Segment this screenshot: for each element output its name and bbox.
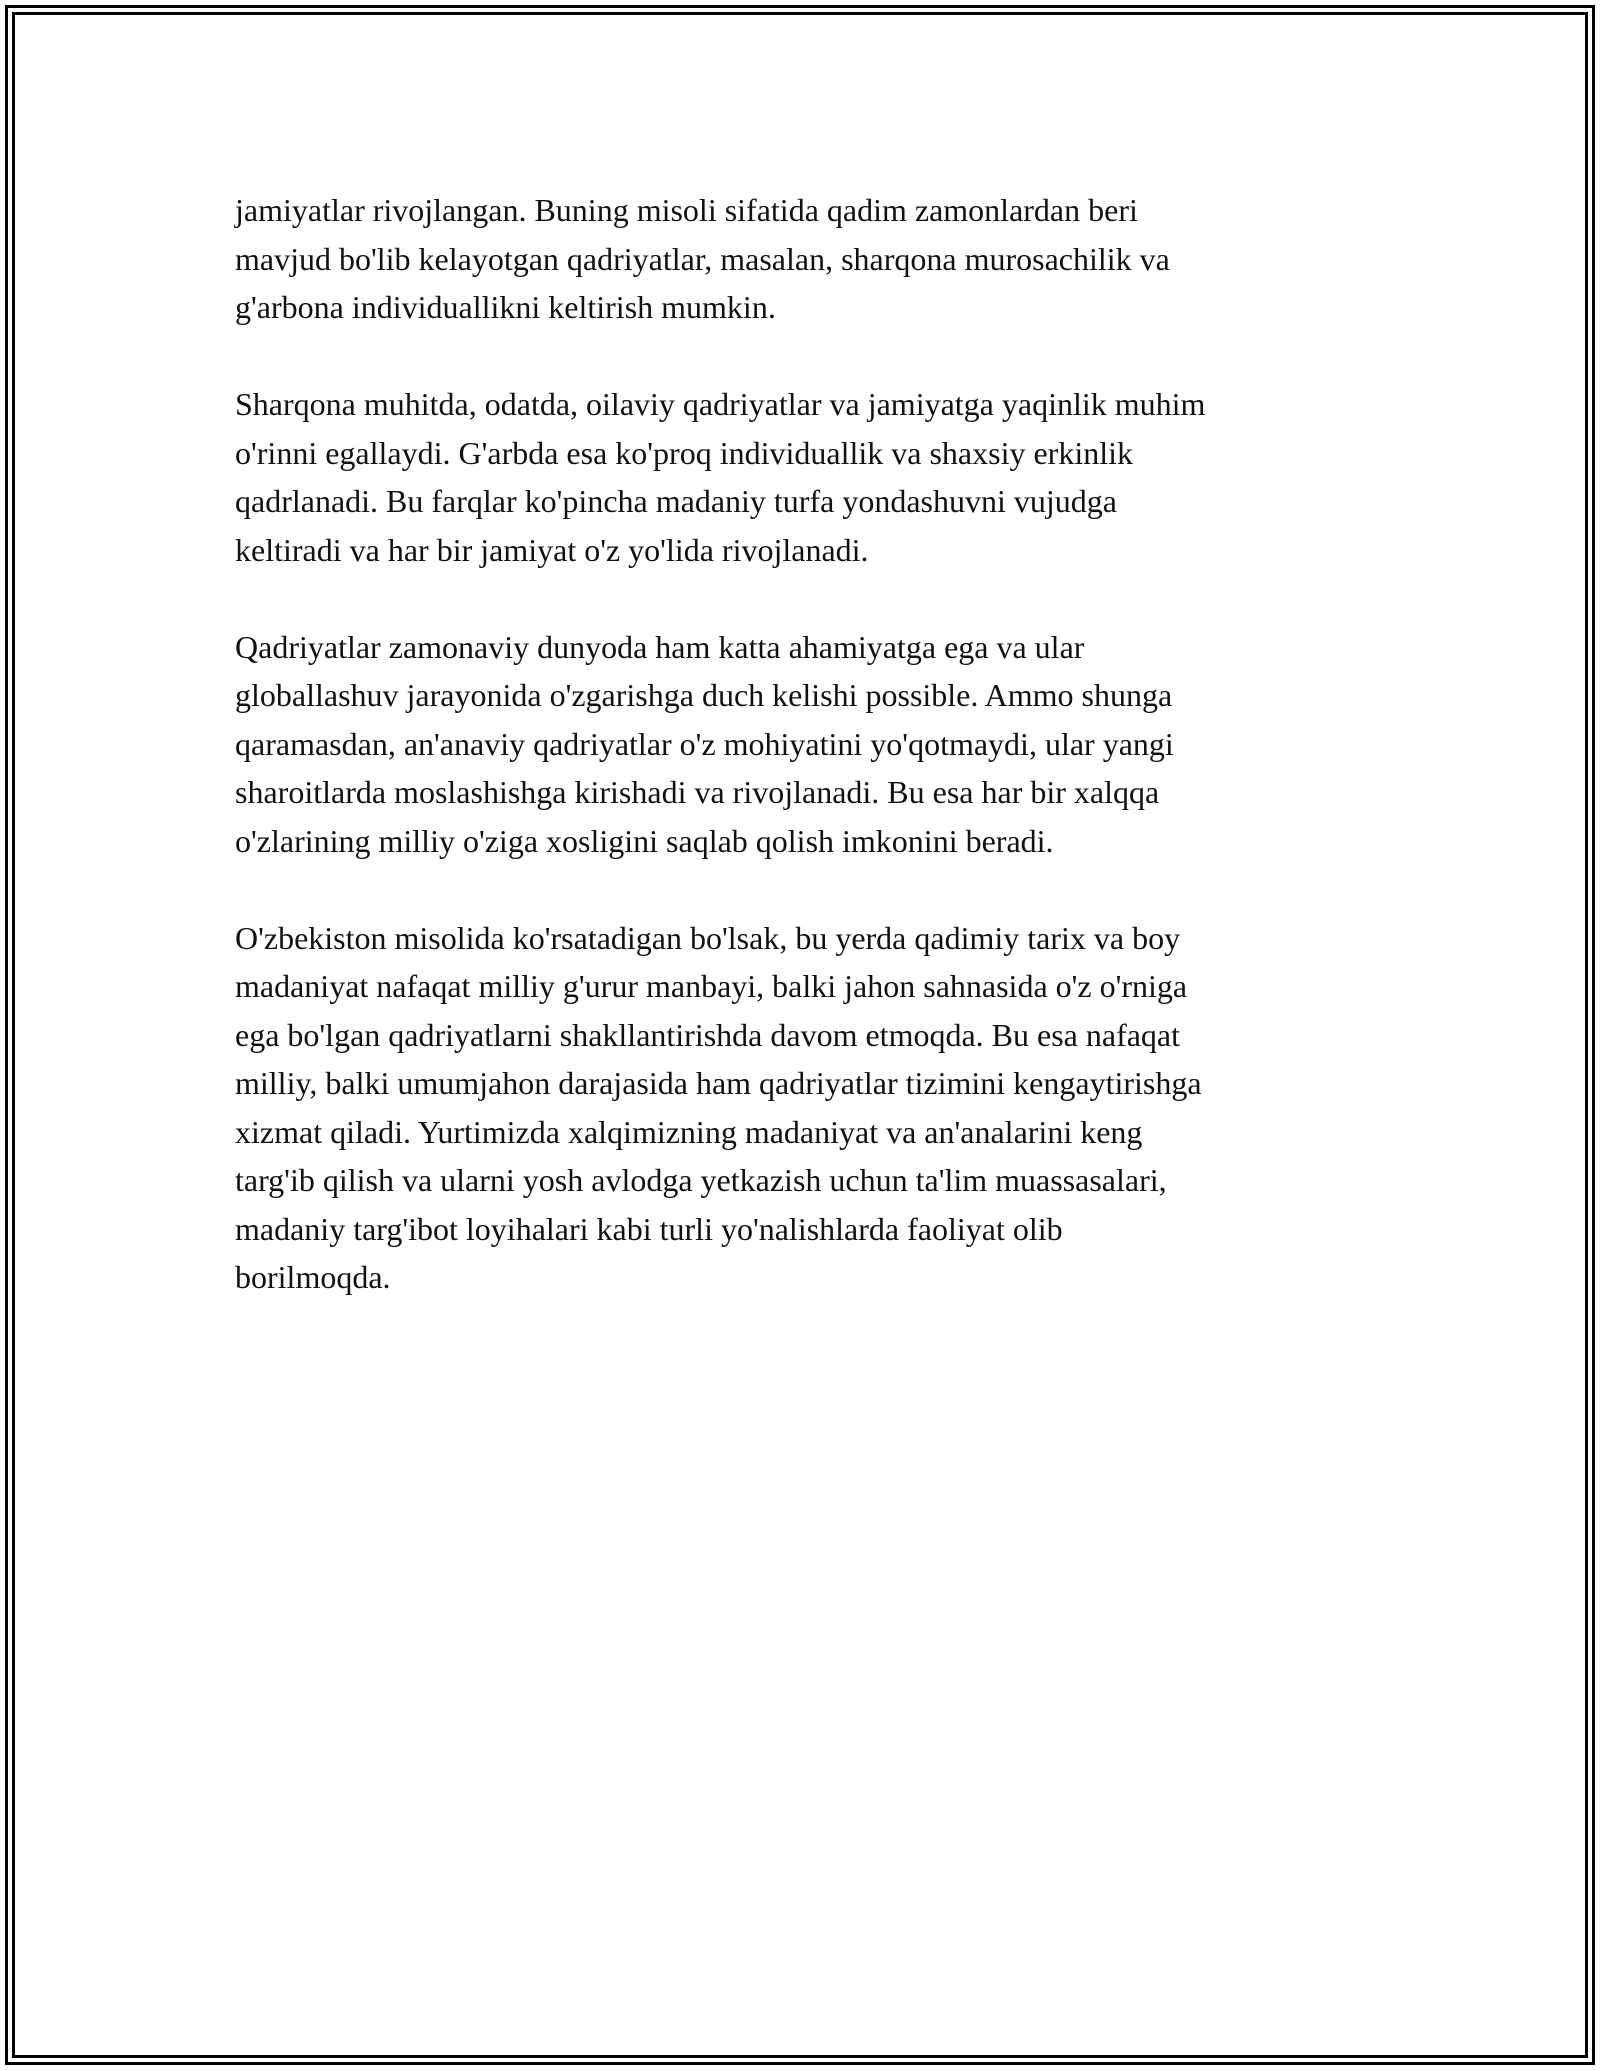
- text-line: o'zlarining milliy o'ziga xosligini saqlab qolish imkonini beradi.: [235, 822, 1054, 859]
- text-line: keltiradi va har bir jamiyat o'z yo'lida rivojlanadi.: [235, 531, 869, 568]
- text-line: madaniy targ'ibot loyihalari kabi turli yo'nalishlarda faoliyat olib: [235, 1210, 1063, 1247]
- text-line: milliy, balki umumjahon darajasida ham qadriyatlar tizimini kengaytirishga: [235, 1065, 1202, 1101]
- text-line: Qadriyatlar zamonaviy dunyoda ham katta ahamiyatga ega va ular: [235, 628, 1085, 665]
- text-line: sharoitlarda moslashishga kirishadi va rivojlanadi. Bu esa har bir xalqqa: [235, 774, 1160, 810]
- paragraph-3: [235, 623, 1365, 866]
- text-line: xizmat qiladi. Yurtimizda xalqimizning madaniyat va an'analarini keng: [235, 1113, 1143, 1150]
- paragraph-4: [235, 914, 1365, 1302]
- text-line: qaramasdan, an'anaviy qadriyatlar o'z mohiyatini yo'qotmaydi, ular yangi: [235, 725, 1174, 762]
- text-line: qadrlanadi. Bu farqlar ko'pincha madaniy turfa yondashuvni vujudga: [235, 483, 1117, 519]
- text-line: globallashuv jarayonida o'zgarishga duch kelishi possible. Ammo shunga: [235, 677, 1173, 713]
- text-line: madaniyat nafaqat milliy g'urur manbayi, balki jahon sahnasida o'z o'rniga: [235, 968, 1188, 1004]
- text-line: jamiyatlar rivojlangan. Buning misoli sifatida qadim zamonlardan beri: [235, 192, 1138, 228]
- text-line: targ'ib qilish va ularni yosh avlodga yetkazish uchun ta'lim muassasalari,: [235, 1162, 1167, 1198]
- text-line: Sharqona muhitda, odatda, oilaviy qadriyatlar va jamiyatga yaqinlik muhim: [235, 386, 1206, 422]
- text-line: ega bo'lgan qadriyatlarni shakllantirishda davom etmoqda. Bu esa nafaqat: [235, 1016, 1181, 1053]
- paragraph-1: [235, 186, 1365, 332]
- paragraph-2: [235, 380, 1365, 574]
- text-line: g'arbona individuallikni keltirish mumkin.: [235, 289, 776, 325]
- text-line: borilmoqda.: [235, 1259, 391, 1295]
- text-line: O'zbekiston misolida ko'rsatadigan bo'lsak, bu yerda qadimiy tarix va boy: [235, 919, 1181, 956]
- text-line: o'rinni egallaydi. G'arbda esa ko'proq individuallik va shaxsiy erkinlik: [235, 434, 1133, 471]
- document-body: [235, 186, 1365, 1350]
- text-line: mavjud bo'lib kelayotgan qadriyatlar, masalan, sharqona murosachilik va: [235, 240, 1170, 277]
